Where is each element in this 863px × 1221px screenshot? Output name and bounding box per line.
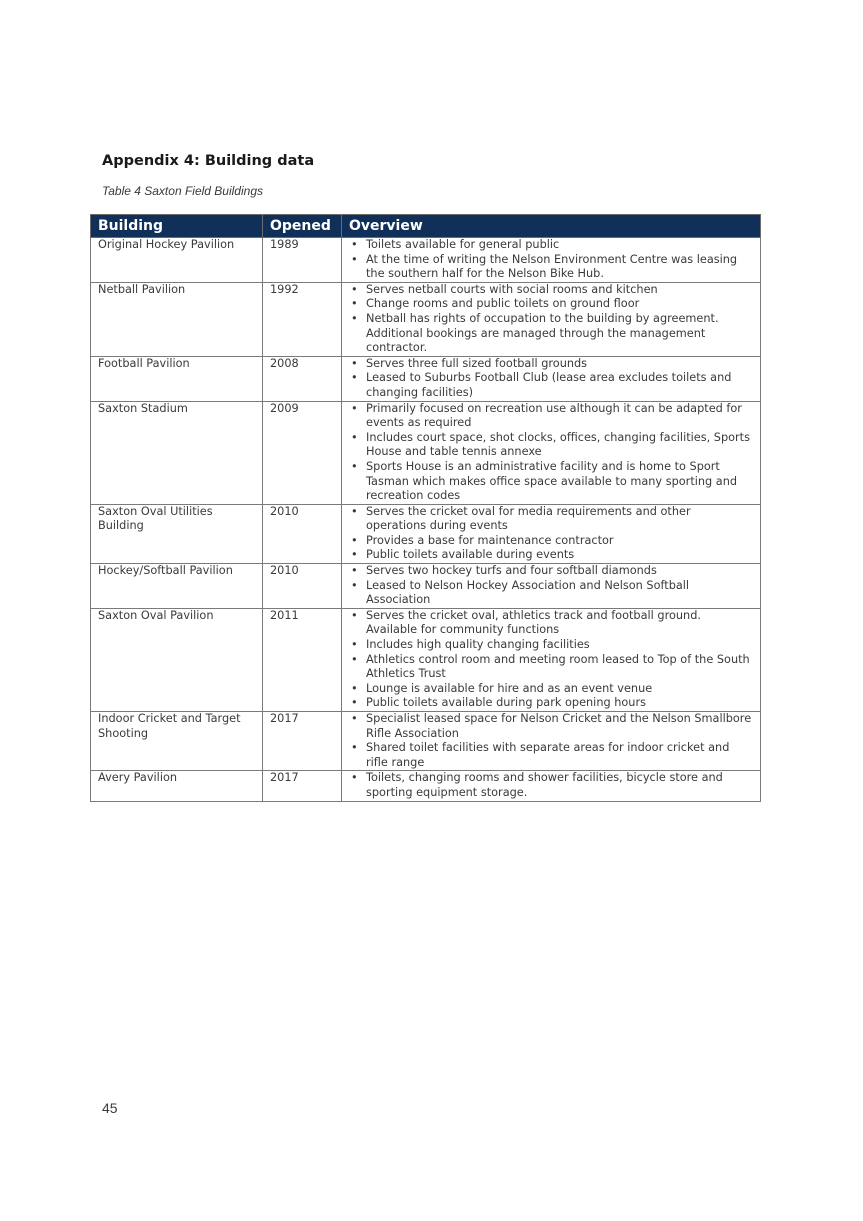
overview-bullet: • Shared toilet facilities with separate areas for indoor cricket and rifle range: [349, 741, 754, 770]
table-row: [91, 282, 761, 356]
overview-cell: [342, 712, 761, 771]
header-opened: Opened: [263, 215, 342, 238]
overview-bullet: • Serves the cricket oval for media requirements and other operations during events: [349, 505, 754, 534]
table-row: [91, 608, 761, 711]
table-caption: Table 4 Saxton Field Buildings: [102, 184, 263, 198]
table-row: [91, 771, 761, 801]
overview-bullet: • Includes court space, shot clocks, offices, changing facilities, Sports House and table tennis annexe: [349, 431, 754, 460]
table-row: [91, 712, 761, 771]
building-name-cell: Original Hockey Pavilion: [91, 238, 263, 283]
overview-bullet: • Public toilets available during park opening hours: [349, 696, 754, 711]
opened-year-cell: 2010: [263, 504, 342, 563]
overview-bullet: • Includes high quality changing facilities: [349, 638, 754, 653]
opened-year-cell: 2009: [263, 401, 342, 504]
overview-cell: [342, 504, 761, 563]
overview-bullet: • Sports House is an administrative facility and is home to Sport Tasman which makes office space available to many sporting and recreation codes: [349, 460, 754, 504]
table-header-row: [91, 215, 761, 238]
overview-bullet: • Provides a base for maintenance contractor: [349, 534, 754, 549]
header-overview: Overview: [342, 215, 761, 238]
overview-bullet: • Athletics control room and meeting room leased to Top of the South Athletics Trust: [349, 653, 754, 682]
overview-list: [349, 564, 754, 608]
overview-list: [349, 771, 754, 800]
building-name-cell: Indoor Cricket and Target Shooting: [91, 712, 263, 771]
overview-bullet: • Public toilets available during events: [349, 548, 754, 563]
table-row: [91, 564, 761, 609]
page-number: 45: [102, 1100, 118, 1116]
overview-bullet: • Primarily focused on recreation use although it can be adapted for events as required: [349, 402, 754, 431]
opened-year-cell: 2011: [263, 608, 342, 711]
building-name-cell: Saxton Oval Pavilion: [91, 608, 263, 711]
overview-bullet: • Toilets available for general public: [349, 238, 754, 253]
overview-cell: [342, 401, 761, 504]
overview-cell: [342, 771, 761, 801]
overview-cell: [342, 608, 761, 711]
opened-year-cell: 1989: [263, 238, 342, 283]
building-name-cell: Saxton Stadium: [91, 401, 263, 504]
opened-year-cell: 2017: [263, 771, 342, 801]
overview-list: [349, 283, 754, 356]
overview-list: [349, 238, 754, 282]
overview-cell: [342, 282, 761, 356]
overview-bullet: • Serves the cricket oval, athletics track and football ground. Available for community functions: [349, 609, 754, 638]
overview-bullet: • At the time of writing the Nelson Environment Centre was leasing the southern half for the Nelson Bike Hub.: [349, 253, 754, 282]
table-row: [91, 238, 761, 283]
building-name-cell: Football Pavilion: [91, 356, 263, 401]
overview-bullet: • Serves netball courts with social rooms and kitchen: [349, 283, 754, 298]
opened-year-cell: 2008: [263, 356, 342, 401]
building-name-cell: Hockey/Softball Pavilion: [91, 564, 263, 609]
overview-cell: [342, 238, 761, 283]
overview-bullet: • Serves three full sized football grounds: [349, 357, 754, 372]
buildings-table: [90, 214, 761, 802]
appendix-heading: Appendix 4: Building data: [102, 153, 315, 169]
building-name-cell: Netball Pavilion: [91, 282, 263, 356]
building-name-cell: Saxton Oval Utilities Building: [91, 504, 263, 563]
overview-list: [349, 505, 754, 563]
overview-cell: [342, 564, 761, 609]
table-body: [91, 238, 761, 802]
overview-bullet: • Specialist leased space for Nelson Cricket and the Nelson Smallbore Rifle Association: [349, 712, 754, 741]
table-row: [91, 504, 761, 563]
overview-bullet: • Leased to Nelson Hockey Association and Nelson Softball Association: [349, 579, 754, 608]
header-building: Building: [91, 215, 263, 238]
opened-year-cell: 2017: [263, 712, 342, 771]
table-row: [91, 401, 761, 504]
overview-list: [349, 402, 754, 504]
overview-bullet: • Serves two hockey turfs and four softball diamonds: [349, 564, 754, 579]
overview-list: [349, 609, 754, 711]
overview-bullet: • Toilets, changing rooms and shower facilities, bicycle store and sporting equipment storage.: [349, 771, 754, 800]
table-row: [91, 356, 761, 401]
overview-cell: [342, 356, 761, 401]
overview-bullet: • Lounge is available for hire and as an event venue: [349, 682, 754, 697]
overview-bullet: • Netball has rights of occupation to the building by agreement. Additional bookings are managed through the management contractor.: [349, 312, 754, 356]
overview-list: [349, 357, 754, 401]
overview-list: [349, 712, 754, 770]
building-name-cell: Avery Pavilion: [91, 771, 263, 801]
overview-bullet: • Change rooms and public toilets on ground floor: [349, 297, 754, 312]
overview-bullet: • Leased to Suburbs Football Club (lease area excludes toilets and changing facilities): [349, 371, 754, 400]
opened-year-cell: 1992: [263, 282, 342, 356]
opened-year-cell: 2010: [263, 564, 342, 609]
